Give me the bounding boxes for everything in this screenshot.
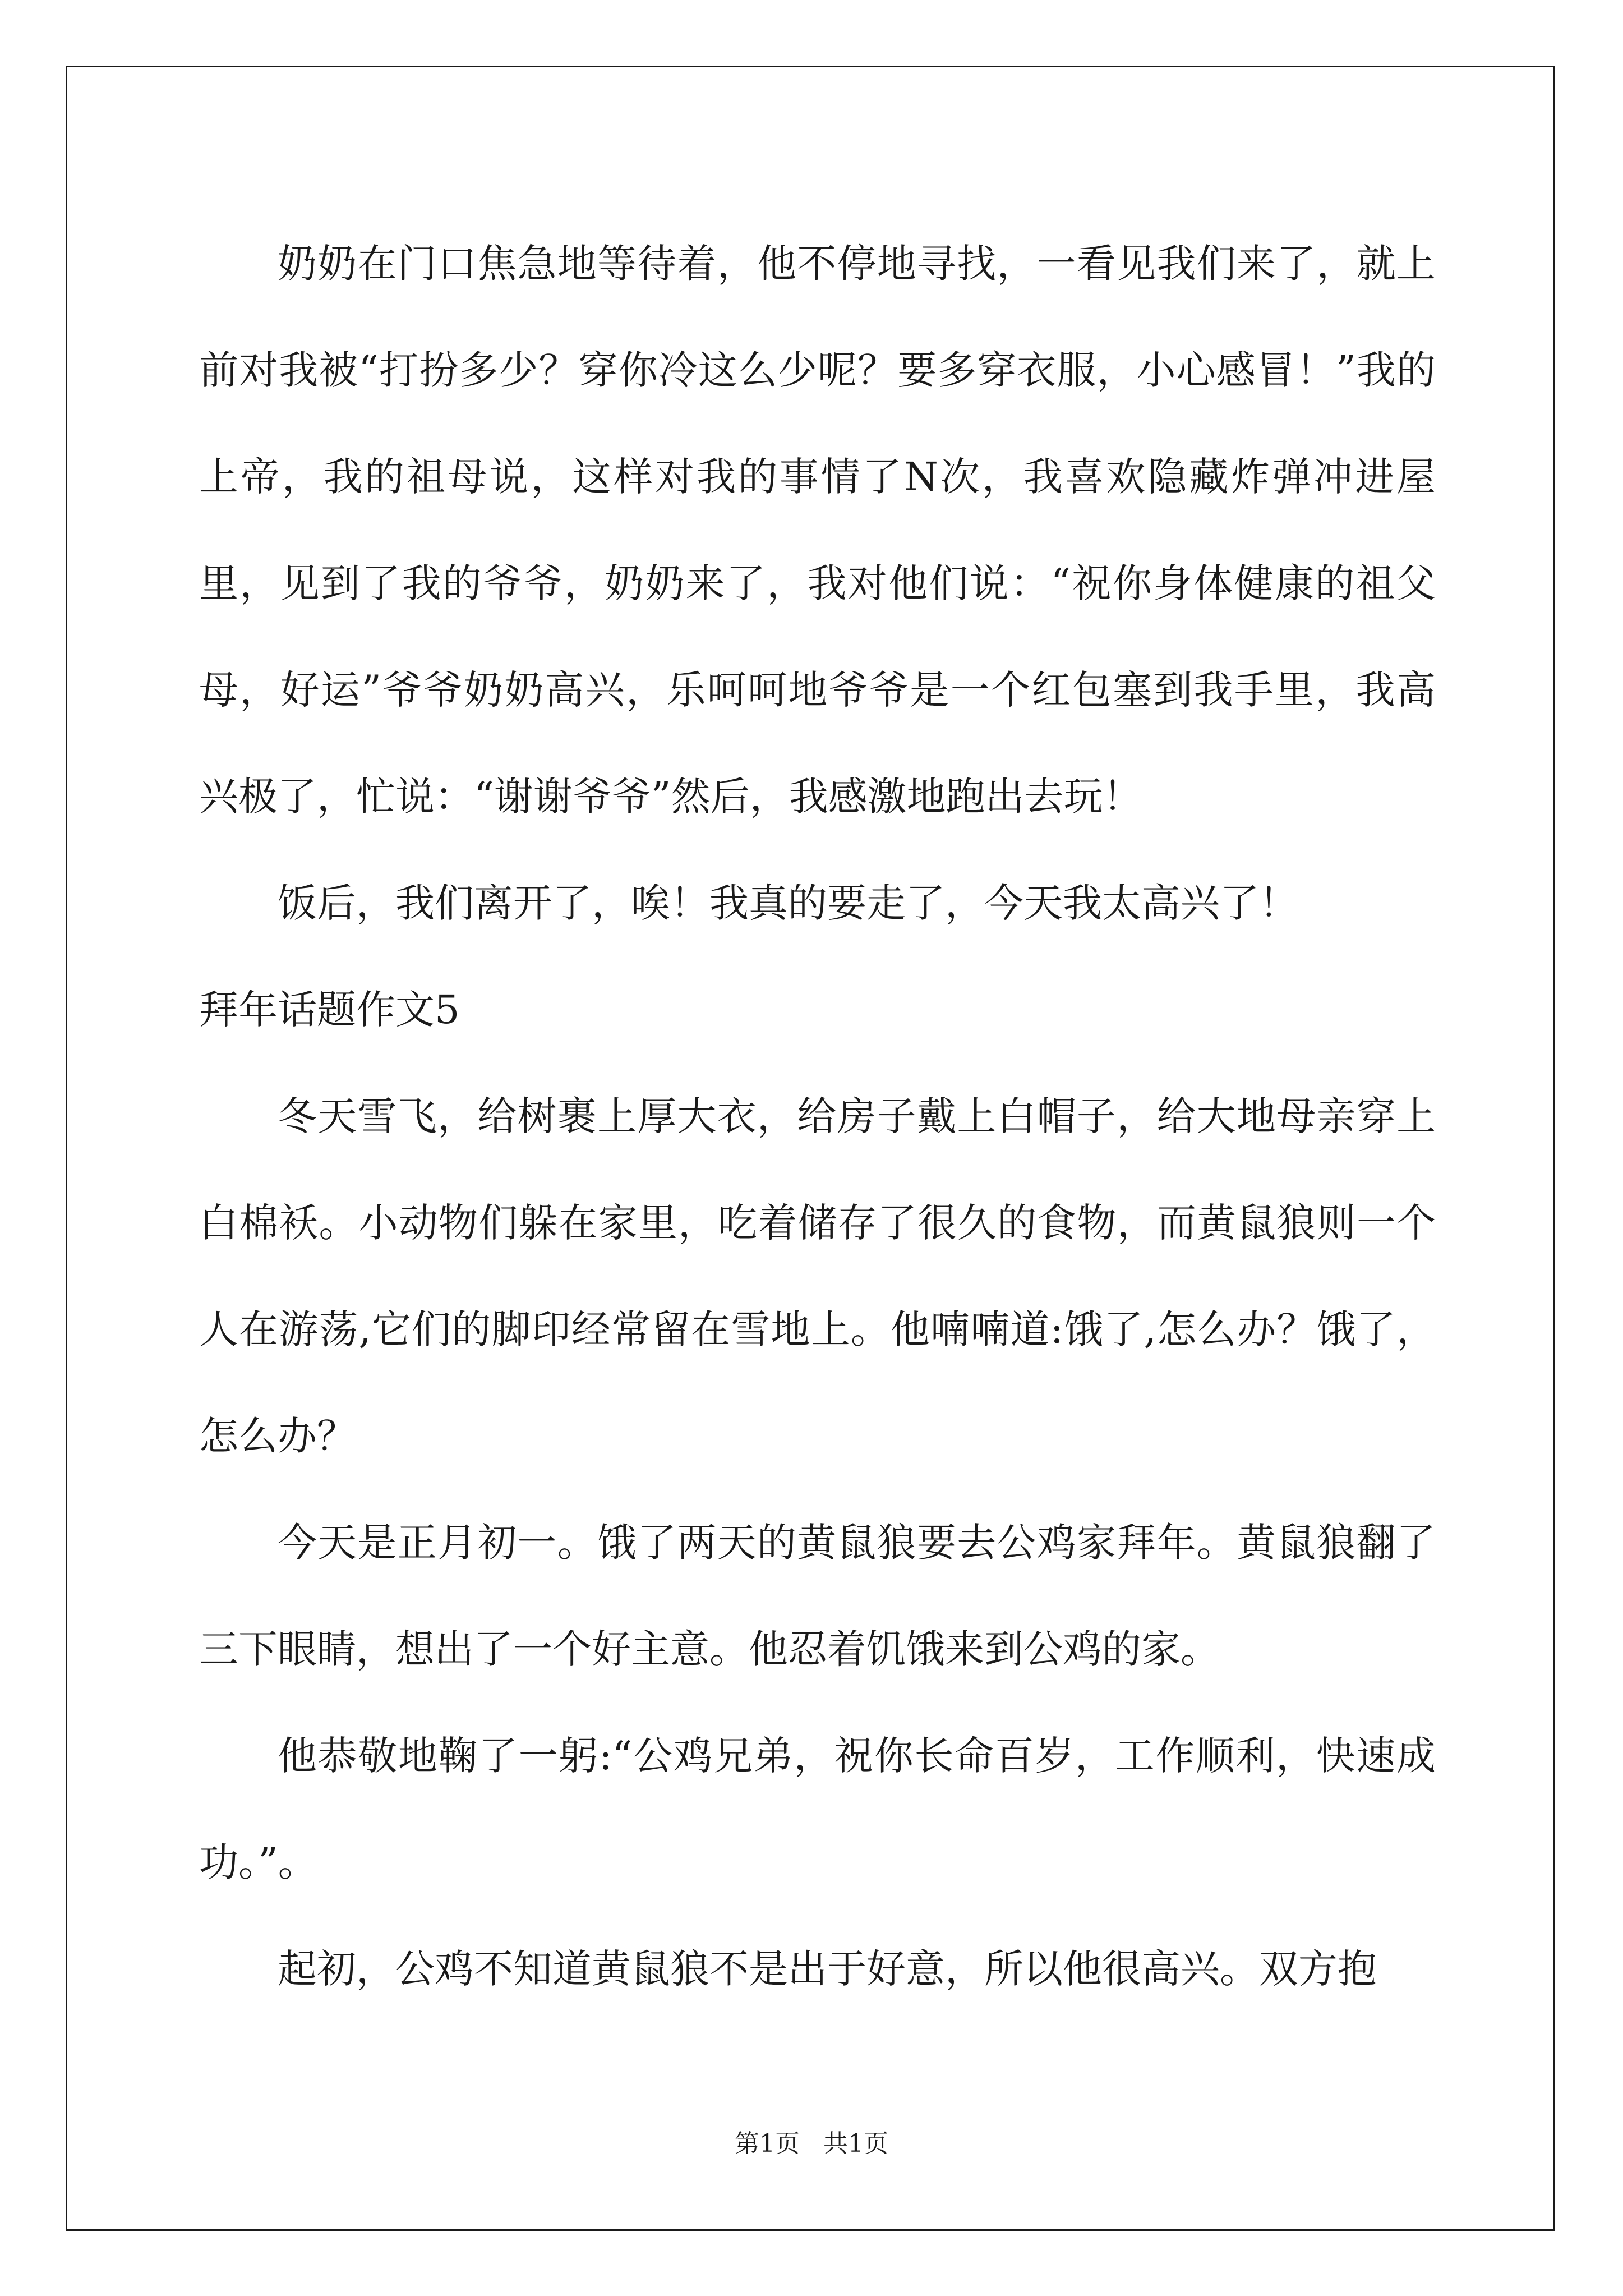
paragraph: 起初，公鸡不知道黄鼠狼不是出于好意，所以他很高兴。双方抱 [278,1946,1377,1992]
paragraph: 奶奶在门口焦急地等待着，他不停地寻找，一看见我们来了，就上前对我被“打扮多少？穿你冷这么少呢？要多穿衣服，小心感冒！”我的上帝，我的祖母说，这样对我的事情了N次，我喜欢隐藏炸弹冲进屋里，见到了我的爷爷，奶奶来了，我对他们说：“祝你身体健康的祖父母，好运”爷爷奶奶高兴，乐呵呵地爷爷是一个红包塞到我手里，我高兴极了，忙说：“谢谢爷爷”然后，我感激地跑出去玩！ [199,241,1436,820]
paragraph: 饭后，我们离开了，唉！我真的要走了，今天我太高兴了！ [278,880,1298,926]
paragraph: 他恭敬地鞠了一躬:“公鸡兄弟，祝你长命百岁，工作顺利，快速成功。”。 [199,1733,1436,1885]
paragraph: 冬天雪飞，给树裹上厚大衣，给房子戴上白帽子，给大地母亲穿上白棉袄。小动物们躲在家里，吃着储存了很久的食物，而黄鼠狼则一个人在游荡,它们的脚印经常留在雪地上。他喃喃道:饿了,怎么办？饿了，怎么办？ [199,1093,1436,1459]
document-body [199,210,1436,2022]
paragraph: 今天是正月初一。饿了两天的黄鼠狼要去公鸡家拜年。黄鼠狼翻了三下眼睛，想出了一个好主意。他忍着饥饿来到公鸡的家。 [199,1520,1436,1672]
section-heading: 拜年话题作文5 [199,987,460,1033]
page-footer: 第1页 共1页 [735,2129,888,2158]
